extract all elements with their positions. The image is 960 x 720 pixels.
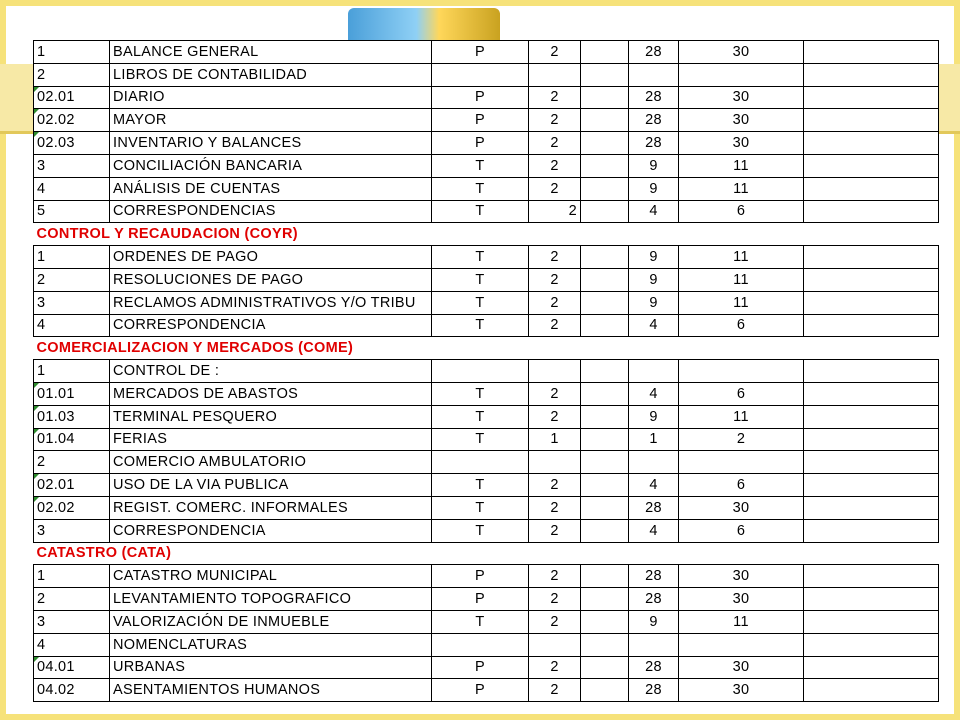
table-row	[34, 132, 939, 155]
table-row	[34, 633, 939, 656]
cell-empty	[804, 291, 939, 314]
cell-years-a: 2	[529, 474, 581, 497]
cell-empty	[804, 154, 939, 177]
cell-empty	[581, 86, 629, 109]
cell-empty	[581, 63, 629, 86]
cell-empty	[581, 679, 629, 702]
cell-empty	[581, 405, 629, 428]
cell-code: 2	[34, 63, 110, 86]
table-row	[34, 565, 939, 588]
cell-type: P	[432, 565, 529, 588]
cell-description: CONTROL DE :	[110, 360, 432, 383]
cell-years-b: 9	[629, 291, 679, 314]
cell-description: INVENTARIO Y BALANCES	[110, 132, 432, 155]
cell-empty	[804, 132, 939, 155]
cell-type: P	[432, 588, 529, 611]
cell-empty	[804, 519, 939, 542]
cell-empty	[581, 451, 629, 474]
cell-total: 30	[679, 656, 804, 679]
cell-years-a: 2	[529, 86, 581, 109]
cell-description: CORRESPONDENCIAS	[110, 200, 432, 223]
cell-description: CONCILIACIÓN BANCARIA	[110, 154, 432, 177]
cell-type: P	[432, 109, 529, 132]
cell-years-a: 2	[529, 132, 581, 155]
cell-code: 3	[34, 291, 110, 314]
section-header-row	[34, 542, 939, 565]
cell-empty	[804, 474, 939, 497]
section-title: COMERCIALIZACION Y MERCADOS (COME)	[34, 337, 939, 360]
cell-total: 6	[679, 474, 804, 497]
cell-years-a: 2	[529, 588, 581, 611]
cell-code: 02.02	[34, 496, 110, 519]
cell-years-a: 2	[529, 154, 581, 177]
cell-years-a: 2	[529, 41, 581, 64]
cell-years-a: 2	[529, 109, 581, 132]
cell-total: 30	[679, 588, 804, 611]
cell-years-b: 28	[629, 86, 679, 109]
cell-type: T	[432, 496, 529, 519]
table-row	[34, 679, 939, 702]
cell-empty	[804, 268, 939, 291]
cell-years-b: 9	[629, 246, 679, 269]
cell-description: ASENTAMIENTOS HUMANOS	[110, 679, 432, 702]
section-header-row	[34, 337, 939, 360]
decorative-clipart	[348, 8, 500, 42]
cell-type: T	[432, 405, 529, 428]
cell-code: 2	[34, 588, 110, 611]
cell-code: 02.01	[34, 474, 110, 497]
cell-years-b: 9	[629, 610, 679, 633]
cell-code: 4	[34, 314, 110, 337]
cell-code: 01.01	[34, 382, 110, 405]
cell-description: CORRESPONDENCIA	[110, 519, 432, 542]
cell-years-a: 2	[529, 405, 581, 428]
cell-total: 30	[679, 679, 804, 702]
cell-empty	[581, 565, 629, 588]
cell-total: 30	[679, 86, 804, 109]
cell-years-a	[529, 63, 581, 86]
cell-empty	[581, 519, 629, 542]
cell-total: 6	[679, 519, 804, 542]
cell-description: MAYOR	[110, 109, 432, 132]
cell-empty	[581, 496, 629, 519]
cell-description: COMERCIO AMBULATORIO	[110, 451, 432, 474]
cell-type: T	[432, 428, 529, 451]
table-row	[34, 428, 939, 451]
cell-description: DIARIO	[110, 86, 432, 109]
cell-type: P	[432, 86, 529, 109]
cell-empty	[581, 246, 629, 269]
cell-empty	[804, 656, 939, 679]
cell-code: 1	[34, 360, 110, 383]
cell-empty	[581, 474, 629, 497]
cell-type: T	[432, 177, 529, 200]
cell-years-b: 9	[629, 405, 679, 428]
cell-empty	[581, 610, 629, 633]
cell-type: P	[432, 41, 529, 64]
cell-empty	[581, 268, 629, 291]
cell-total: 30	[679, 41, 804, 64]
cell-total: 2	[679, 428, 804, 451]
cell-empty	[581, 154, 629, 177]
cell-empty	[804, 314, 939, 337]
table-row	[34, 200, 939, 223]
cell-total: 11	[679, 268, 804, 291]
table-row	[34, 451, 939, 474]
table-row	[34, 474, 939, 497]
cell-type: T	[432, 246, 529, 269]
cell-empty	[581, 291, 629, 314]
cell-description: ORDENES DE PAGO	[110, 246, 432, 269]
cell-total: 11	[679, 610, 804, 633]
cell-empty	[804, 177, 939, 200]
cell-total	[679, 360, 804, 383]
table-row	[34, 41, 939, 64]
cell-empty	[804, 633, 939, 656]
table-row	[34, 314, 939, 337]
cell-empty	[581, 132, 629, 155]
cell-total: 11	[679, 291, 804, 314]
cell-description: CORRESPONDENCIA	[110, 314, 432, 337]
cell-empty	[581, 200, 629, 223]
cell-empty	[804, 610, 939, 633]
cell-empty	[581, 656, 629, 679]
cell-description: LIBROS DE CONTABILIDAD	[110, 63, 432, 86]
cell-empty	[804, 41, 939, 64]
table-row	[34, 405, 939, 428]
cell-years-a	[529, 360, 581, 383]
cell-years-a: 2	[529, 382, 581, 405]
cell-code: 1	[34, 41, 110, 64]
cell-code: 2	[34, 451, 110, 474]
cell-type: T	[432, 474, 529, 497]
cell-years-b: 9	[629, 154, 679, 177]
cell-code: 02.02	[34, 109, 110, 132]
cell-empty	[804, 679, 939, 702]
cell-years-b: 4	[629, 474, 679, 497]
cell-years-a: 1	[529, 428, 581, 451]
cell-type	[432, 63, 529, 86]
cell-total: 6	[679, 314, 804, 337]
cell-code: 3	[34, 610, 110, 633]
cell-code: 02.01	[34, 86, 110, 109]
cell-years-b	[629, 451, 679, 474]
table-row	[34, 154, 939, 177]
cell-code: 01.03	[34, 405, 110, 428]
table-row	[34, 656, 939, 679]
cell-years-a: 2	[529, 200, 581, 223]
cell-years-b: 4	[629, 314, 679, 337]
cell-years-a: 2	[529, 656, 581, 679]
cell-years-b: 28	[629, 109, 679, 132]
table-row	[34, 588, 939, 611]
cell-empty	[804, 63, 939, 86]
cell-description: CATASTRO MUNICIPAL	[110, 565, 432, 588]
cell-years-b: 1	[629, 428, 679, 451]
cell-type: P	[432, 132, 529, 155]
cell-total: 11	[679, 177, 804, 200]
cell-type: T	[432, 382, 529, 405]
cell-years-b: 28	[629, 679, 679, 702]
cell-empty	[581, 633, 629, 656]
cell-years-b: 28	[629, 588, 679, 611]
cell-years-a: 2	[529, 679, 581, 702]
table-row	[34, 86, 939, 109]
cell-type: P	[432, 656, 529, 679]
cell-type: T	[432, 610, 529, 633]
table-row	[34, 291, 939, 314]
table-row	[34, 268, 939, 291]
cell-code: 5	[34, 200, 110, 223]
cell-years-a: 2	[529, 291, 581, 314]
cell-description: VALORIZACIÓN DE INMUEBLE	[110, 610, 432, 633]
table-row	[34, 63, 939, 86]
cell-type: T	[432, 268, 529, 291]
cell-empty	[804, 246, 939, 269]
cell-code: 04.01	[34, 656, 110, 679]
cell-total	[679, 63, 804, 86]
cell-empty	[804, 200, 939, 223]
cell-code: 4	[34, 177, 110, 200]
table-row	[34, 109, 939, 132]
cell-empty	[581, 314, 629, 337]
cell-code: 3	[34, 154, 110, 177]
cell-code: 01.04	[34, 428, 110, 451]
cell-description: ANÁLISIS DE CUENTAS	[110, 177, 432, 200]
cell-description: NOMENCLATURAS	[110, 633, 432, 656]
cell-empty	[581, 588, 629, 611]
section-title: CATASTRO (CATA)	[34, 542, 939, 565]
section-title: CONTROL Y RECAUDACION (COYR)	[34, 223, 939, 246]
table-row	[34, 177, 939, 200]
cell-code: 04.02	[34, 679, 110, 702]
cell-empty	[804, 565, 939, 588]
cell-years-a: 2	[529, 610, 581, 633]
cell-type	[432, 360, 529, 383]
cell-years-a	[529, 451, 581, 474]
table-row	[34, 360, 939, 383]
cell-total: 30	[679, 496, 804, 519]
cell-description: BALANCE GENERAL	[110, 41, 432, 64]
cell-years-a: 2	[529, 519, 581, 542]
cell-code: 02.03	[34, 132, 110, 155]
cell-total: 11	[679, 154, 804, 177]
cell-description: URBANAS	[110, 656, 432, 679]
cell-code: 1	[34, 565, 110, 588]
cell-description: REGIST. COMERC. INFORMALES	[110, 496, 432, 519]
cell-years-a: 2	[529, 246, 581, 269]
cell-years-b: 28	[629, 132, 679, 155]
cell-code: 1	[34, 246, 110, 269]
cell-description: RESOLUCIONES DE PAGO	[110, 268, 432, 291]
cell-total: 6	[679, 382, 804, 405]
cell-empty	[804, 405, 939, 428]
cell-type: T	[432, 154, 529, 177]
cell-code: 3	[34, 519, 110, 542]
cell-years-a	[529, 633, 581, 656]
cell-empty	[804, 360, 939, 383]
cell-code: 2	[34, 268, 110, 291]
table-body	[34, 41, 939, 702]
cell-type: T	[432, 291, 529, 314]
cell-total: 30	[679, 132, 804, 155]
cell-empty	[804, 109, 939, 132]
cell-years-b: 4	[629, 382, 679, 405]
table-row	[34, 519, 939, 542]
cell-type	[432, 633, 529, 656]
cell-years-a: 2	[529, 314, 581, 337]
cell-description: MERCADOS DE ABASTOS	[110, 382, 432, 405]
cell-total: 11	[679, 246, 804, 269]
cell-years-b	[629, 633, 679, 656]
cell-years-b: 9	[629, 177, 679, 200]
cell-description: RECLAMOS ADMINISTRATIVOS Y/O TRIBU	[110, 291, 432, 314]
cell-years-b: 28	[629, 565, 679, 588]
cell-empty	[581, 428, 629, 451]
cell-total: 11	[679, 405, 804, 428]
cell-years-b	[629, 63, 679, 86]
cell-empty	[804, 428, 939, 451]
cell-years-b: 28	[629, 496, 679, 519]
table-row	[34, 246, 939, 269]
cell-total: 30	[679, 565, 804, 588]
cell-years-b	[629, 360, 679, 383]
cell-empty	[804, 451, 939, 474]
cell-years-a: 2	[529, 496, 581, 519]
retention-table	[33, 40, 939, 702]
table-row	[34, 496, 939, 519]
cell-years-a: 2	[529, 177, 581, 200]
cell-years-b: 28	[629, 656, 679, 679]
cell-code: 4	[34, 633, 110, 656]
cell-type: T	[432, 314, 529, 337]
cell-empty	[581, 177, 629, 200]
cell-years-a: 2	[529, 565, 581, 588]
cell-total: 30	[679, 109, 804, 132]
cell-total	[679, 451, 804, 474]
cell-empty	[581, 109, 629, 132]
section-header-row	[34, 223, 939, 246]
cell-years-b: 28	[629, 41, 679, 64]
cell-total: 6	[679, 200, 804, 223]
cell-type: T	[432, 200, 529, 223]
cell-type: P	[432, 679, 529, 702]
cell-years-b: 4	[629, 200, 679, 223]
cell-empty	[804, 382, 939, 405]
cell-years-b: 9	[629, 268, 679, 291]
cell-empty	[804, 86, 939, 109]
cell-description: USO DE LA VIA PUBLICA	[110, 474, 432, 497]
cell-years-a: 2	[529, 268, 581, 291]
cell-total	[679, 633, 804, 656]
cell-empty	[581, 41, 629, 64]
cell-description: TERMINAL PESQUERO	[110, 405, 432, 428]
table-row	[34, 610, 939, 633]
cell-description: FERIAS	[110, 428, 432, 451]
cell-empty	[804, 588, 939, 611]
cell-empty	[581, 360, 629, 383]
cell-empty	[581, 382, 629, 405]
cell-empty	[804, 496, 939, 519]
cell-type	[432, 451, 529, 474]
cell-years-b: 4	[629, 519, 679, 542]
table-row	[34, 382, 939, 405]
cell-type: T	[432, 519, 529, 542]
cell-description: LEVANTAMIENTO TOPOGRAFICO	[110, 588, 432, 611]
